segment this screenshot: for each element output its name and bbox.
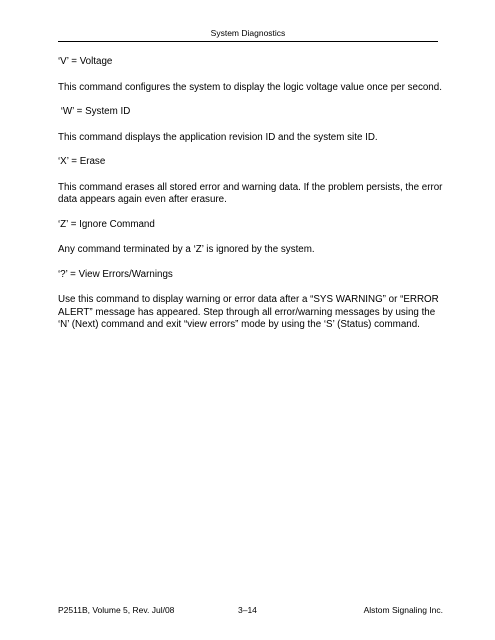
section-body-voltage: This command configures the system to display the logic voltage value once per second. xyxy=(58,81,442,93)
footer-document-id: P2511B, Volume 5, Rev. Jul/08 xyxy=(58,605,175,615)
header-title: System Diagnostics xyxy=(210,28,286,38)
section-heading-erase: ‘X’ = Erase xyxy=(58,156,106,167)
page-content xyxy=(58,56,443,344)
page-header xyxy=(58,27,438,42)
section-heading-voltage: ‘V’ = Voltage xyxy=(58,56,113,67)
section-body-system-id: This command displays the application revision ID and the system site ID. xyxy=(58,131,378,143)
section-heading-view-errors: ‘?’ = View Errors/Warnings xyxy=(58,268,173,280)
footer-company: Alstom Signaling Inc. xyxy=(363,605,443,615)
footer-page-number: 3–14 xyxy=(238,605,257,615)
page-footer xyxy=(58,604,443,618)
section-body-view-errors: Use this command to display warning or error data after a “SYS WARNING” or “ERROR ALERT” message has appeared. Step through all error/warning messages by using the ‘N’ (Next) command and exit “view errors” mode by using the ‘S’ (Status) command. xyxy=(58,294,439,330)
section-heading-ignore-command: ‘Z’ = Ignore Command xyxy=(58,218,155,230)
section-heading-system-id: ‘W’ = System ID xyxy=(58,106,131,117)
section-body-erase: This command erases all stored error and warning data. If the problem persists, the error data appears again even after erasure. xyxy=(58,181,443,205)
section-body-ignore-command: Any command terminated by a ‘Z’ is ignored by the system. xyxy=(58,244,315,255)
